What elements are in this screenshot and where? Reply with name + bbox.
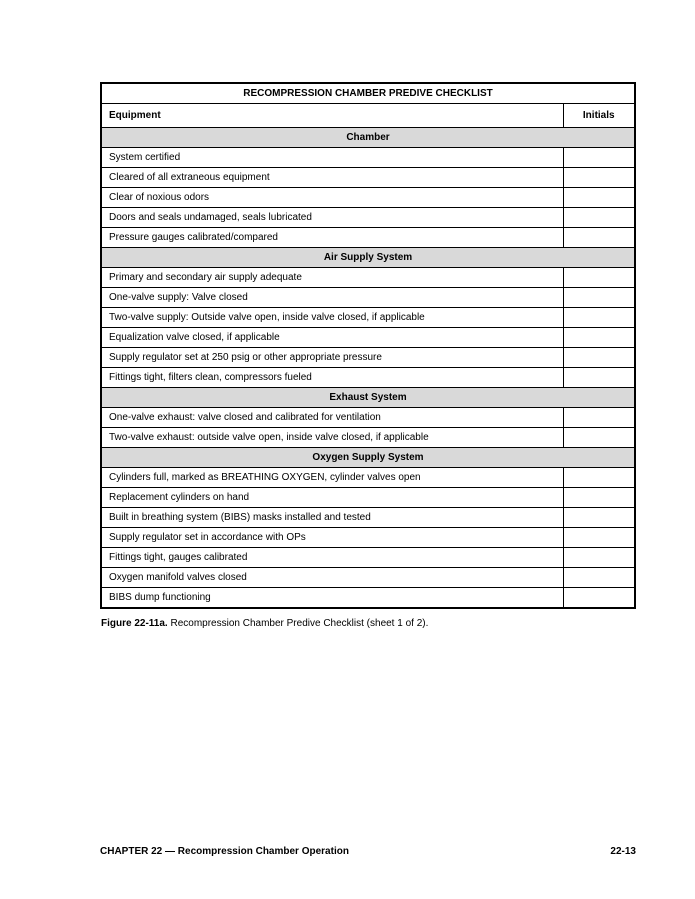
equipment-item: Primary and secondary air supply adequate xyxy=(101,268,563,288)
equipment-item: System certified xyxy=(101,148,563,168)
checklist-row xyxy=(101,368,635,388)
initials-cell xyxy=(563,348,635,368)
section-header-row xyxy=(101,248,635,268)
equipment-item: Doors and seals undamaged, seals lubricated xyxy=(101,208,563,228)
section-header-row xyxy=(101,448,635,468)
table-title-row xyxy=(101,83,635,104)
checklist-row xyxy=(101,148,635,168)
initials-cell xyxy=(563,148,635,168)
checklist-row xyxy=(101,208,635,228)
checklist-body xyxy=(101,83,635,608)
checklist-row xyxy=(101,288,635,308)
initials-cell xyxy=(563,588,635,609)
equipment-item: Two-valve exhaust: outside valve open, inside valve closed, if applicable xyxy=(101,428,563,448)
equipment-item: Clear of noxious odors xyxy=(101,188,563,208)
section-title: Exhaust System xyxy=(101,388,635,408)
initials-cell xyxy=(563,168,635,188)
equipment-item: BIBS dump functioning xyxy=(101,588,563,609)
checklist-row xyxy=(101,408,635,428)
checklist-row xyxy=(101,488,635,508)
equipment-item: One-valve supply: Valve closed xyxy=(101,288,563,308)
table-title: RECOMPRESSION CHAMBER PREDIVE CHECKLIST xyxy=(101,83,635,104)
equipment-item: Supply regulator set at 250 psig or other appropriate pressure xyxy=(101,348,563,368)
equipment-item: Cleared of all extraneous equipment xyxy=(101,168,563,188)
initials-cell xyxy=(563,548,635,568)
equipment-item: Supply regulator set in accordance with OPs xyxy=(101,528,563,548)
equipment-item: Replacement cylinders on hand xyxy=(101,488,563,508)
checklist-row xyxy=(101,468,635,488)
figure-caption-text: Recompression Chamber Predive Checklist (sheet 1 of 2). xyxy=(170,618,429,629)
checklist-row xyxy=(101,568,635,588)
column-header-row xyxy=(101,104,635,128)
section-header-row xyxy=(101,388,635,408)
checklist-row xyxy=(101,308,635,328)
predive-checklist-table xyxy=(100,82,636,609)
checklist-row xyxy=(101,328,635,348)
checklist-row xyxy=(101,548,635,568)
checklist-row xyxy=(101,348,635,368)
initials-cell xyxy=(563,408,635,428)
checklist-row xyxy=(101,428,635,448)
initials-cell xyxy=(563,308,635,328)
equipment-item: Equalization valve closed, if applicable xyxy=(101,328,563,348)
initials-cell xyxy=(563,468,635,488)
initials-cell xyxy=(563,208,635,228)
page-footer xyxy=(100,846,636,857)
checklist-row xyxy=(101,588,635,609)
equipment-item: One-valve exhaust: valve closed and calibrated for ventilation xyxy=(101,408,563,428)
checklist-row xyxy=(101,528,635,548)
checklist-row xyxy=(101,228,635,248)
section-header-row xyxy=(101,128,635,148)
initials-cell xyxy=(563,568,635,588)
initials-column-header: Initials xyxy=(563,104,635,128)
equipment-item: Cylinders full, marked as BREATHING OXYGEN, cylinder valves open xyxy=(101,468,563,488)
equipment-item: Pressure gauges calibrated/compared xyxy=(101,228,563,248)
initials-cell xyxy=(563,508,635,528)
equipment-item: Two-valve supply: Outside valve open, inside valve closed, if applicable xyxy=(101,308,563,328)
initials-cell xyxy=(563,188,635,208)
figure-caption-label: Figure 22-11a. xyxy=(101,618,168,629)
initials-cell xyxy=(563,368,635,388)
footer-chapter-title: CHAPTER 22 — Recompression Chamber Operation xyxy=(100,846,349,857)
checklist-row xyxy=(101,188,635,208)
checklist-row xyxy=(101,268,635,288)
checklist-table-container xyxy=(100,82,636,609)
checklist-row xyxy=(101,168,635,188)
initials-cell xyxy=(563,528,635,548)
initials-cell xyxy=(563,328,635,348)
initials-cell xyxy=(563,428,635,448)
checklist-row xyxy=(101,508,635,528)
equipment-item: Built in breathing system (BIBS) masks installed and tested xyxy=(101,508,563,528)
equipment-column-header: Equipment xyxy=(101,104,563,128)
equipment-item: Oxygen manifold valves closed xyxy=(101,568,563,588)
initials-cell xyxy=(563,288,635,308)
section-title: Air Supply System xyxy=(101,248,635,268)
initials-cell xyxy=(563,488,635,508)
figure-caption xyxy=(101,618,635,629)
initials-cell xyxy=(563,228,635,248)
equipment-item: Fittings tight, gauges calibrated xyxy=(101,548,563,568)
section-title: Chamber xyxy=(101,128,635,148)
section-title: Oxygen Supply System xyxy=(101,448,635,468)
equipment-item: Fittings tight, filters clean, compressors fueled xyxy=(101,368,563,388)
initials-cell xyxy=(563,268,635,288)
footer-page-number: 22-13 xyxy=(610,846,636,857)
